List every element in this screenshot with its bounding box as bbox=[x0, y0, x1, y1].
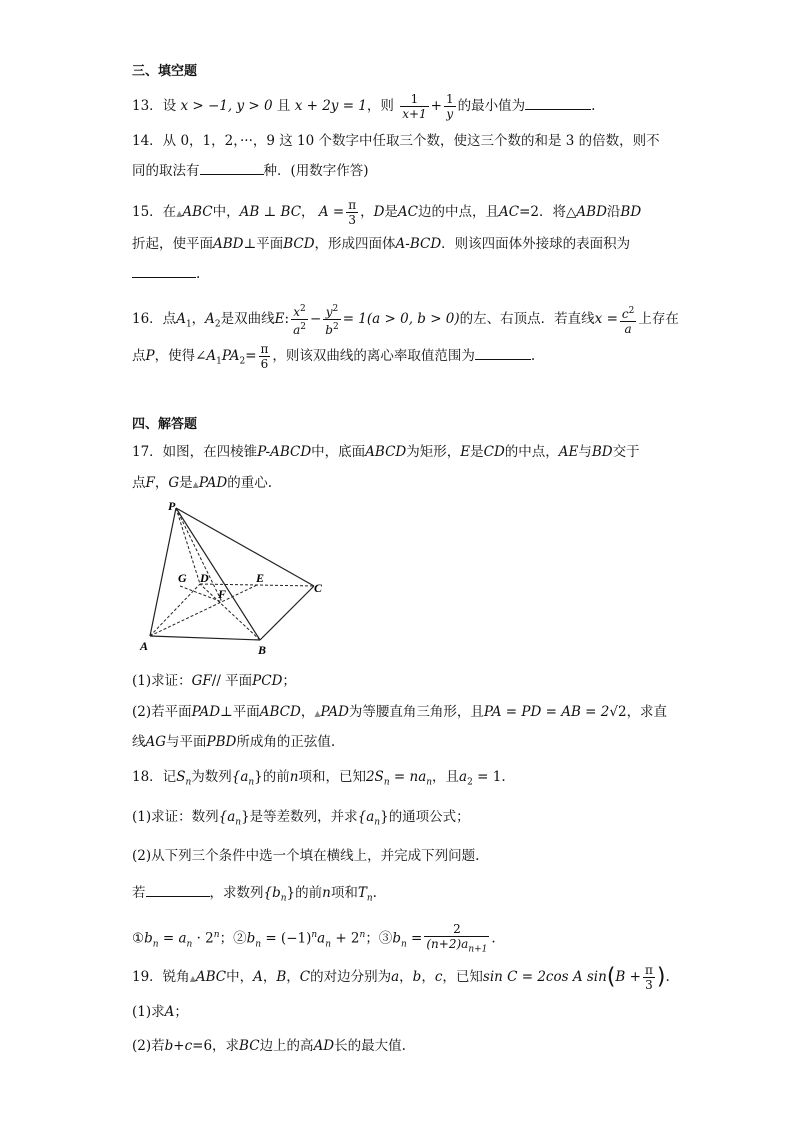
edge-AD bbox=[150, 584, 200, 636]
question-15-line2: 折起，使平面ABD⊥平面BCD，形成四面体A-BCD．则该四面体外接球的表面积为 bbox=[132, 236, 631, 252]
question-14-line2: 同的取法有 种．(用数字作答) bbox=[132, 163, 369, 179]
label-P: P bbox=[168, 499, 176, 513]
question-18-line1: 18．记$S_n$为数列$\{a_n\}$的前n项和，已知$2S_n = na_n$，且$a_2 = 1$. bbox=[132, 769, 506, 788]
edge-BC bbox=[260, 586, 314, 640]
question-17-line2: 点F，G是▲PAD的重心. bbox=[132, 475, 273, 491]
section-heading-solutions: 四、解答题 bbox=[132, 417, 198, 432]
question-17-part2-line1: (2)若平面PAD⊥平面ABCD，▲PAD为等腰直角三角形，且PA = PD = AB = 2√2，求直 bbox=[132, 704, 668, 720]
question-18-options: $①b_n = a_n \cdot 2^n$；$②b_n = (-1)^na_n + 2^n$；$③b_n$ = $\frac{2}{(n+2)a_{n+1}}$ . bbox=[132, 922, 496, 955]
label-B: B bbox=[258, 643, 267, 657]
fraction: $\frac{1}{y}$ bbox=[445, 92, 454, 121]
question-19-line1: 19．锐角▲ABC中，A，B，C的对边分别为a，b，c，已知sin C = 2cos A sin(B + $\frac{\pi}{3}$ ). bbox=[132, 963, 670, 992]
fraction: $\frac{1}{x+1}$ bbox=[402, 92, 427, 121]
answer-blank[interactable] bbox=[525, 97, 591, 110]
question-15-line1: 15．在▲ABC中，AB ⊥ BC， A = $\frac{\pi}{3}$ ，D是AC边的中点，且AC=2．将△ABD沿BD bbox=[132, 198, 642, 227]
edge-AB bbox=[150, 636, 260, 640]
triangle-icon: ▲ bbox=[176, 209, 183, 218]
answer-blank[interactable] bbox=[132, 265, 196, 278]
question-15-line3: . bbox=[132, 265, 200, 283]
question-19-part2: (2)若b+c=6，求BC边上的高AD长的最大值. bbox=[132, 1038, 406, 1054]
answer-blank[interactable] bbox=[475, 347, 531, 360]
answer-blank[interactable] bbox=[146, 884, 210, 897]
question-16-line2: 点P，使得$\angle A_1PA_2=$ $\frac{\pi}{6}$ ，则该双曲线的离心率取值范围为 . bbox=[132, 342, 536, 371]
label-G: G bbox=[178, 571, 187, 585]
line-PF bbox=[176, 508, 222, 602]
question-17-part1: (1)求证：GF// 平面PCD； bbox=[132, 673, 296, 689]
edge-PB bbox=[176, 508, 260, 640]
question-18-part2-prompt: 若 ，求数列$\{b_n\}$的前n项和$T_n$. bbox=[132, 885, 377, 904]
question-16-line1: 16．点$A_1$，$A_2$是双曲线E: $\frac{x^2}{a^2}$ − $\frac{y^2}{b^2}$ = 1(a > 0, b > 0)的左、右顶点．若直线x = $\frac{c^2}{a}$ 上存在 bbox=[132, 304, 679, 337]
question-14-line1: 14．从 0，1，2，···，9 这 10 个数字中任取三个数，使这三个数的和是 3 的倍数，则不 bbox=[132, 133, 660, 149]
question-19-part1: (1)求A； bbox=[132, 1004, 188, 1020]
label-C: C bbox=[314, 581, 323, 595]
section-heading-fill-in: 三、填空题 bbox=[132, 64, 198, 79]
question-18-part1: (1)求证：数列$\{a_n\}$是等差数列，并求$\{a_n\}$的通项公式； bbox=[132, 809, 470, 828]
question-17-part2-line2: 线AG与平面PBD所成角的正弦值. bbox=[132, 734, 336, 750]
triangle-icon: ▲ bbox=[189, 974, 196, 983]
line-GF bbox=[180, 586, 222, 602]
answer-blank[interactable] bbox=[200, 162, 264, 175]
label-F: F bbox=[218, 587, 227, 601]
edge-PA bbox=[150, 508, 176, 636]
question-18-part2: (2)从下列三个条件中选一个填在横线上，并完成下列问题. bbox=[132, 848, 480, 864]
edge-PC bbox=[176, 508, 314, 586]
triangle-icon: ▲ bbox=[192, 480, 199, 489]
question-17-line1: 17．如图，在四棱锥P-ABCD中，底面ABCD为矩形，E是CD的中点，AE与BD交于 bbox=[132, 444, 640, 460]
label-A: A bbox=[140, 639, 149, 653]
question-13: 13．设 x > −1, y > 0 且 x + 2y = 1，则 $\frac{1}{x+1}$ + $\frac{1}{y}$ 的最小值为 . bbox=[132, 92, 596, 121]
label-D: D bbox=[200, 571, 209, 585]
pyramid-figure bbox=[136, 498, 336, 658]
label-E: E bbox=[256, 571, 265, 585]
triangle-icon: ▲ bbox=[314, 709, 321, 718]
